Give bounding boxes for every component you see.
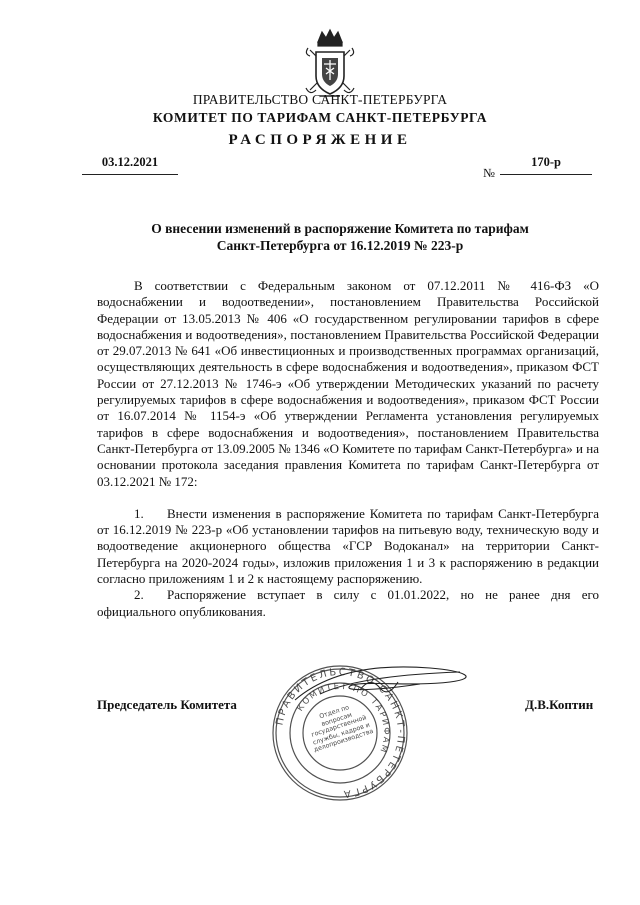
title-line-1: О внесении изменений в распоряжение Комитета по тарифам [151,221,529,236]
list-item [97,506,599,587]
stamp-outer-text: ПРАВИТЕЛЬСТВО САНКТ-ПЕТЕРБУРГА [274,666,407,800]
signer-position: Председатель Комитета [97,697,237,712]
handwritten-signature [290,660,490,710]
list-item [97,587,599,620]
stamp-inner-text: Отдел по вопросам государственной службы, кадров и делопроизводства [310,704,375,755]
list-item-number: 2. [134,587,144,603]
stamp-middle-text: КОМИТЕТ ПО ТАРИФАМ [295,681,392,756]
document-body [97,278,599,620]
list-item-text: Внести изменения в распоряжение Комитета по тарифам Санкт-Петербурга от 16.12.2019 № 223-р «Об установлении тарифов на питьевую воду, техническую воду и водоотведение акционерного общества «ГСР Водоканал» на территории Санкт-Петербурга на 2020-2024 годы», изложив приложения 1 и 3 к распоряжению в редакции согласно приложениям 1 и 2 к настоящему распоряжению. [97,505,599,587]
preamble-paragraph: В соответствии с Федеральным законом от 07.12.2011 № 416-ФЗ «О водоснабжении и водоотведении», постановлением Правительства Российской Федерации от 13.05.2013 № 406 «О государственном регулировании тарифов в сфере водоснабжения и водоотведения», постановлением Правительства Российской Федерации от 29.07.2013 № 641 «Об инвестиционных и производственных программах организаций, осуществляющих деятельность в сфере водоснабжения и водоотведения», приказом ФСТ России от 27.12.2013 № 1746-э «Об утверждении Методических указаний по расчету регулируемых тарифов в сфере водоснабжения и водоотведения», приказом ФСТ России от 16.07.2014 № 1154-э «Об утверждении Регламента установления регулируемых тарифов в сфере водоснабжения и водоотведения», постановлением Правительства Санкт-Петербурга от 13.09.2005 № 1346 «О Комитете по тарифам Санкт-Петербурга» и на основании протокола заседания правления Комитета по тарифам Санкт-Петербурга от 03.12.2021 № 172: [97,278,599,489]
document-title [120,220,560,254]
government-header: ПРАВИТЕЛЬСТВО САНКТ-ПЕТЕРБУРГА [192,92,448,107]
title-line-2: Санкт-Петербурга от 16.12.2019 № 223-р [216,238,464,253]
number-sign: № [483,166,495,180]
document-type: РАСПОРЯЖЕНИЕ [228,132,412,148]
committee-header: КОМИТЕТ ПО ТАРИФАМ САНКТ-ПЕТЕРБУРГА [152,110,488,125]
coat-of-arms-emblem [300,28,360,100]
list-item-text: Распоряжение вступает в силу с 01.01.2022, но не ранее дня его официального опубликования. [97,587,599,619]
list-item-number: 1. [134,505,144,521]
document-number: 170-р [500,155,592,175]
document-date: 03.12.2021 [82,155,178,175]
signer-name: Д.В.Коптин [525,697,594,712]
